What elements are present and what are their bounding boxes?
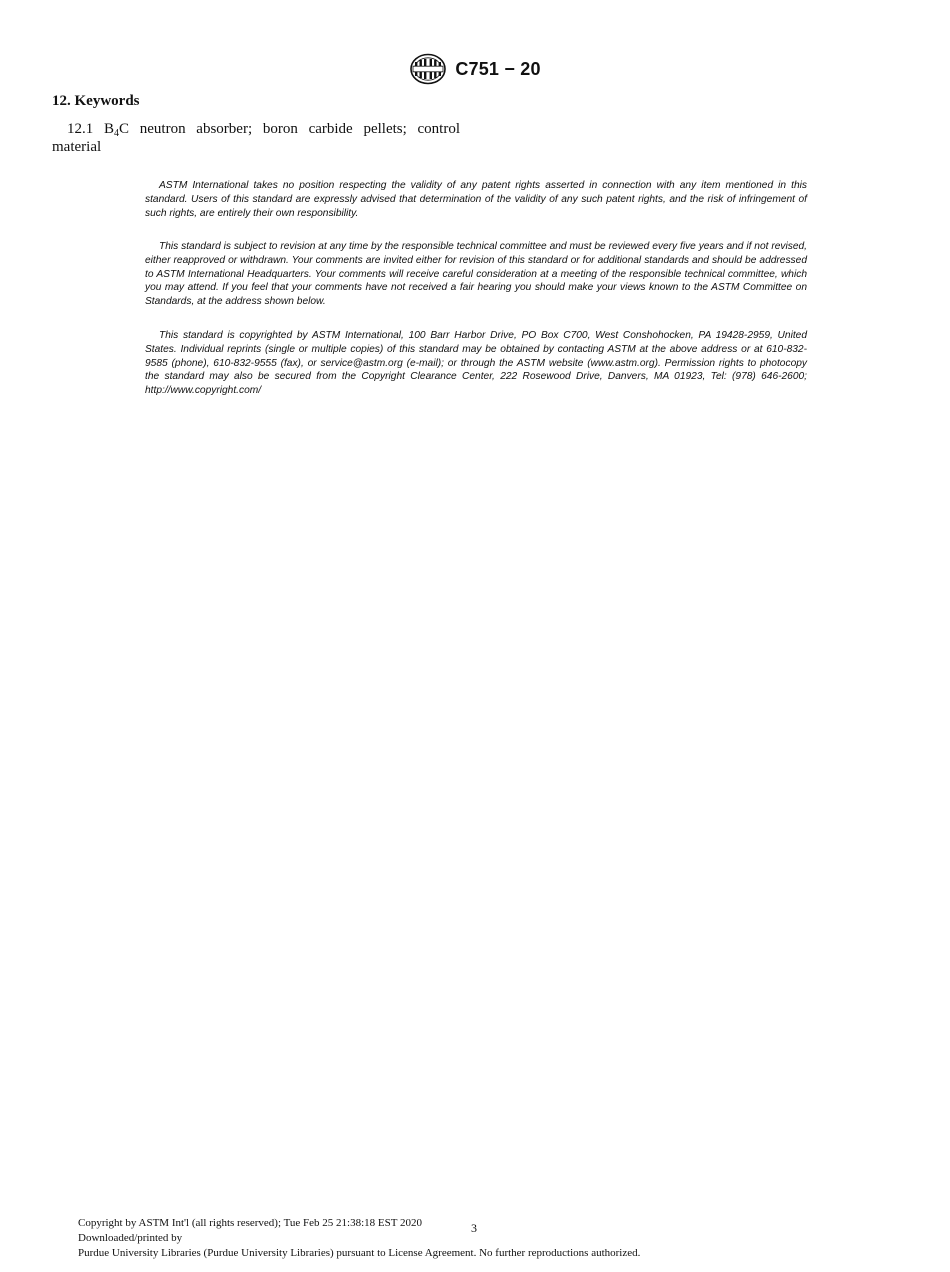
page-footer	[78, 1216, 778, 1261]
chemical-formula-c: C	[119, 121, 130, 137]
page-number: 3	[471, 1221, 477, 1235]
footer-license-line: Purdue University Libraries (Purdue University Libraries) pursuant to License Agreement. No further reproductions authorized.	[78, 1247, 641, 1259]
footer-copyright-line: Copyright by ASTM Int'l (all rights reserved); Tue Feb 25 21:38:18 EST 2020	[78, 1217, 422, 1229]
footer-download-line: Downloaded/printed by	[78, 1232, 183, 1244]
section-heading: 12. Keywords	[52, 93, 140, 109]
astm-logo	[409, 53, 447, 85]
chemical-formula-subscript: 4	[114, 128, 119, 139]
keywords-paragraph	[52, 120, 460, 156]
page-header	[0, 52, 950, 86]
keywords-text: neutron absorber; boron carbide pellets; control material	[52, 121, 460, 155]
chemical-formula-b: B	[103, 121, 114, 137]
patent-notice: ASTM International takes no position respecting the validity of any patent rights asserted in connection with any item mentioned in this standard. Users of this standard are expressly advised that determination of the validity of any such patent rights, and the risk of infringement of such rights, are entirely their own responsibility.	[145, 180, 807, 219]
copyright-notice: This standard is copyrighted by ASTM International, 100 Barr Harbor Drive, PO Box C700, West Conshohocken, PA 19428-2959, United States. Individual reprints (single or multiple copies) of this standard may be obtained by contacting ASTM at the above address or at 610-832-9585 (phone), 610-832-9555 (fax), or service@astm.org (e-mail); or through the ASTM website (www.astm.org). Permission rights to photocopy the standard may also be secured from the Copyright Clearance Center, 222 Rosewood Drive, Danvers, MA 01923, Tel: (978) 646-2600; http://www.copyright.com/	[145, 330, 807, 397]
standard-designation: C751 − 20	[455, 58, 541, 79]
revision-notice: This standard is subject to revision at any time by the responsible technical committee and must be reviewed every five years and if not revised, either reapproved or withdrawn. Your comments are invited either for revision of this standard or for additional standards and should be addressed to ASTM International Headquarters. Your comments will receive careful consideration at a meeting of the responsible technical committee, which you may attend. If you feel that your comments have not received a fair hearing you should make your views known to the ASTM Committee on Standards, at the address shown below.	[145, 241, 807, 308]
header-group	[409, 53, 540, 85]
paragraph-number: 12.1	[67, 121, 94, 137]
